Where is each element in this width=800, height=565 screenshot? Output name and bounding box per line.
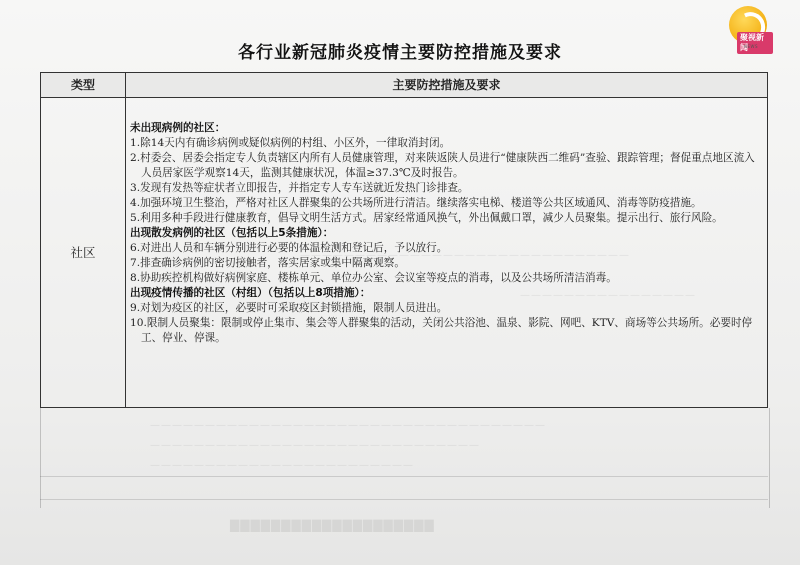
bleed-through-text: ——————————————————————————————	[150, 440, 480, 451]
measure-item: 10.限制人员聚集：限制或停止集市、集会等人群聚集的活动，关闭公共浴池、温泉、影院、网吧、KTV、商场等公共场所。必要时停工、停业、停课。	[130, 317, 753, 344]
faded-table-row	[40, 476, 768, 500]
logo-subtext: NEWS	[744, 44, 759, 49]
section-heading: 出现疫情传播的社区（村组）（包括以上8项措施）：	[130, 287, 371, 299]
bleed-through-text: ——————————————————————————————	[300, 250, 630, 261]
table-header	[41, 73, 767, 98]
header-type: 类型	[70, 78, 95, 92]
header-measures: 主要防控措施及要求	[125, 73, 767, 97]
measure-item: 8.协助疾控机构做好病例家庭、楼栋单元、单位办公室、会议室等疫点的消毒，以及公共场所清洁消毒。	[130, 272, 617, 284]
section-heading: 出现散发病例的社区（包括以上5条措施）：	[130, 227, 334, 239]
bleed-through-text: ————————————————	[520, 290, 696, 301]
bleed-through-text: ————————————————————————————————————	[150, 420, 546, 431]
measure-item: 4.加强环境卫生整治，严格对社区人群聚集的公共场所进行清洁。继续落实电梯、楼道等公共区域通风、消毒等防疫措施。	[130, 197, 702, 209]
measures-column	[125, 97, 767, 407]
document-title: 各行业新冠肺炎疫情主要防控措施及要求	[238, 43, 562, 63]
measures-content	[130, 121, 762, 346]
section-heading: 未出现病例的社区：	[130, 122, 226, 134]
measures-table	[40, 72, 768, 408]
row-type-label: 社区	[70, 245, 96, 260]
measure-item: 9.对划为疫区的社区，必要时可采取疫区封锁措施，限制人员进出。	[130, 302, 448, 314]
bleed-through-text: ————————————————————————	[150, 460, 414, 471]
measure-item: 7.排查确诊病例的密切接触者，落实居家或集中隔离观察。	[130, 257, 405, 269]
measure-item: 1.除14天内有确诊病例或疑似病例的村组、小区外，一律取消封闭。	[130, 137, 451, 149]
measure-item: 6.对进出人员和车辆分别进行必要的体温检测和登记后，予以放行。	[130, 242, 448, 254]
measure-item: 5.利用多种手段进行健康教育，倡导文明生活方式。居家经常通风换气，外出佩戴口罩，减少人员聚集。提示出行、旅行风险。	[130, 212, 723, 224]
measure-item: 2.村委会、居委会指定专人负责辖区内所有人员健康管理，对来陕返陕人员进行“健康陕西二维码”查验、跟踪管理；督促重点地区流入人员居家医学观察14天，监测其健康状况，体温≥37.3℃及时报告。	[130, 152, 755, 179]
type-column	[41, 97, 125, 407]
bleed-through-text: ▇▇▇▇▇▇▇▇▇▇▇▇▇▇▇▇▇▇▇▇	[230, 518, 435, 532]
measure-item: 3.发现有发热等症状者立即报告，并指定专人专车送就近发热门诊排查。	[130, 182, 469, 194]
logo-badge: 聚视新闻	[737, 32, 773, 54]
